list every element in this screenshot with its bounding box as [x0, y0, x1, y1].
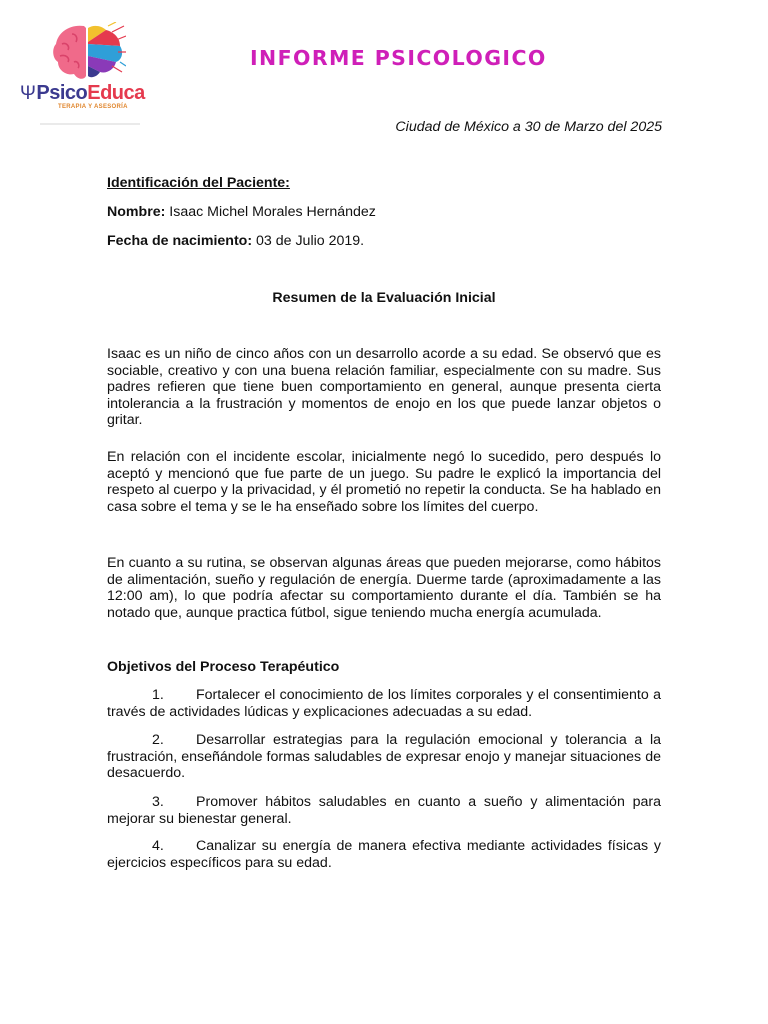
objective-item-4 [107, 838, 661, 871]
evaluation-summary-heading: Resumen de la Evaluación Inicial [272, 290, 496, 306]
patient-dob-line [107, 233, 364, 249]
brand-tagline: TERAPIA Y ASESORÍA [58, 104, 128, 110]
objective-text: Promover hábitos saludables en cuanto a sueño y alimentación para mejorar su bienestar general. [107, 794, 661, 827]
objective-number: 1. [152, 687, 164, 703]
patient-name-value: Isaac Michel Morales Hernández [169, 204, 376, 220]
logo-fineprint-line [40, 122, 140, 126]
patient-dob-value: 03 de Julio 2019. [256, 233, 365, 249]
psicoeduca-logo [18, 18, 145, 133]
objective-number: 2. [152, 732, 164, 748]
objective-item-3 [107, 794, 661, 827]
psi-symbol: Ψ [20, 83, 36, 104]
place-date: Ciudad de México a 30 de Marzo del 2025 [395, 119, 662, 135]
evaluation-paragraph-3: En cuanto a su rutina, se observan algunas áreas que pueden mejorarse, como hábitos de alimentación, sueño y regulación de energía. Duerme tarde (aproximadamente a las 12:00 am), lo que podría afectar su comportamiento durante el día. También se ha notado que, aunque practica fútbol, sigue teniendo mucha energía acumulada. [107, 555, 661, 621]
brand-wordmark [20, 80, 145, 106]
objective-text: Fortalecer el conocimiento de los límites corporales y el consentimiento a través de actividades lúdicas y explicaciones adecuadas a su edad. [107, 687, 661, 720]
evaluation-paragraph-1: Isaac es un niño de cinco años con un desarrollo acorde a su edad. Se observó que es sociable, creativo y con una buena relación familiar, especialmente con su madre. Sus padres refieren que tiene buen comportamiento en general, aunque presenta cierta intolerancia a la frustración y momentos de enojo en los que puede lanzar objetos o gritar. [107, 346, 661, 429]
therapy-objectives-heading: Objetivos del Proceso Terapéutico [107, 659, 340, 675]
patient-name-label: Nombre: [107, 204, 166, 220]
brand-name-part-psico: Psico [36, 82, 88, 104]
objective-text: Desarrollar estrategias para la regulación emocional y tolerancia a la frustración, enseñándole formas saludables de expresar enojo y manejar situaciones de desacuerdo. [107, 732, 661, 782]
brain-icon [50, 22, 126, 86]
objective-text: Canalizar su energía de manera efectiva mediante actividades físicas y ejercicios específicos para su edad. [107, 838, 661, 871]
evaluation-paragraph-2: En relación con el incidente escolar, inicialmente negó lo sucedido, pero después lo aceptó y mencionó que fue parte de un juego. Su padre le explicó la importancia del respeto al cuerpo y la privacidad, y él prometió no repetir la conducta. Se ha hablado en casa sobre el tema y se le ha enseñado sobre los límites del cuerpo. [107, 449, 661, 515]
report-title: INFORME PSICOLOGICO [250, 46, 547, 70]
brand-name-part-educa: Educa [87, 82, 145, 104]
objective-number: 3. [152, 794, 164, 810]
patient-name-line [107, 204, 376, 220]
patient-identification-heading: Identificación del Paciente: [107, 175, 290, 191]
patient-dob-label: Fecha de nacimiento: [107, 233, 253, 249]
objective-item-1 [107, 687, 661, 720]
objective-item-2 [107, 732, 661, 782]
objective-number: 4. [152, 838, 164, 854]
